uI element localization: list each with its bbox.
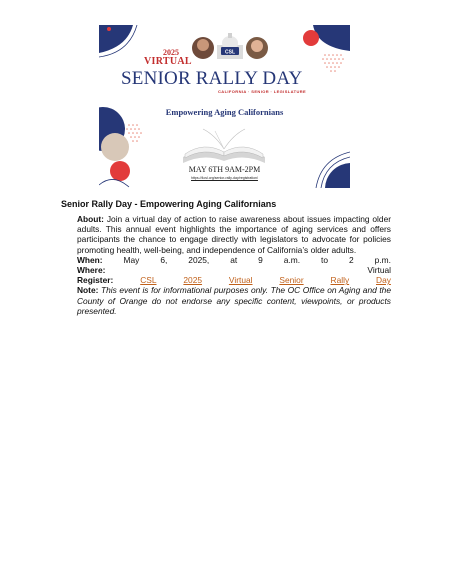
flyer-date-time: MAY 6TH 9AM-2PM: [188, 165, 261, 174]
where-label: Where:: [77, 265, 106, 276]
event-details: [77, 214, 391, 316]
register-row: [77, 275, 391, 285]
when-word: 2: [348, 254, 354, 265]
csl-sign: [221, 47, 239, 55]
about-label: About:: [77, 214, 104, 224]
when-row: [77, 255, 391, 265]
when-word: May: [123, 254, 140, 265]
note-label: Note:: [77, 285, 99, 296]
flyer-virtual-label: VIRTUAL: [144, 56, 192, 67]
when-word: p.m.: [374, 254, 391, 265]
register-link-word[interactable]: 2025: [183, 275, 203, 286]
when-label: When:: [77, 254, 103, 265]
register-link-word[interactable]: CSL: [140, 275, 157, 286]
section-heading: Senior Rally Day - Empowering Aging Californians: [61, 199, 277, 209]
when-word: 2025,: [188, 254, 210, 265]
flyer-tagline: CALIFORNIA · SENIOR · LEGISLATURE: [218, 89, 307, 94]
when-word: a.m.: [283, 254, 301, 265]
when-word: 6,: [160, 254, 168, 265]
open-book-illustration: [183, 129, 265, 163]
about-paragraph: [77, 214, 391, 255]
where-value: Virtual: [367, 265, 391, 276]
when-word: to: [321, 254, 329, 265]
red-circle-top-right: [303, 30, 319, 46]
flyer-year: 2025: [163, 48, 179, 57]
tan-circle-bottom-left: [101, 133, 129, 161]
register-link-word[interactable]: Senior: [279, 275, 304, 286]
register-label: Register:: [77, 275, 114, 286]
register-link-word[interactable]: Rally: [330, 275, 350, 286]
when-word: 9: [258, 254, 263, 265]
register-link-word[interactable]: Day: [376, 275, 391, 286]
register-link-word[interactable]: Virtual: [228, 275, 253, 286]
event-flyer-image: [99, 25, 350, 188]
note-paragraph: [77, 285, 391, 316]
red-dot: [107, 27, 111, 31]
dot-pattern-bottom-left: [126, 124, 142, 142]
where-row: [77, 265, 391, 275]
flyer-url: https://4csl.org/senior-rally-day/registration/: [191, 176, 258, 180]
about-text: Join a virtual day of action to raise awareness about issues impacting older adults. This annual event highlights the importance of aging services and offers participants the chance to engage directly with legislators to advocate for policies promoting health, well-being, and independence of California’s older adults.: [77, 214, 392, 255]
csl-sign-text: CSL: [225, 49, 235, 56]
note-text: This event is for informational purposes only. The OC Office on Aging and the County of Orange do not endorse any specific content, viewpoints, or products presented.: [77, 285, 391, 316]
flyer-title: SENIOR RALLY DAY: [121, 68, 303, 89]
when-word: at: [230, 254, 238, 265]
navy-wedge-top-left: [99, 25, 133, 53]
dot-pattern-top-right: [322, 54, 344, 72]
flyer-subtitle: Empowering Aging Californians: [165, 107, 284, 117]
arc-line-bottom-left: [99, 179, 129, 187]
